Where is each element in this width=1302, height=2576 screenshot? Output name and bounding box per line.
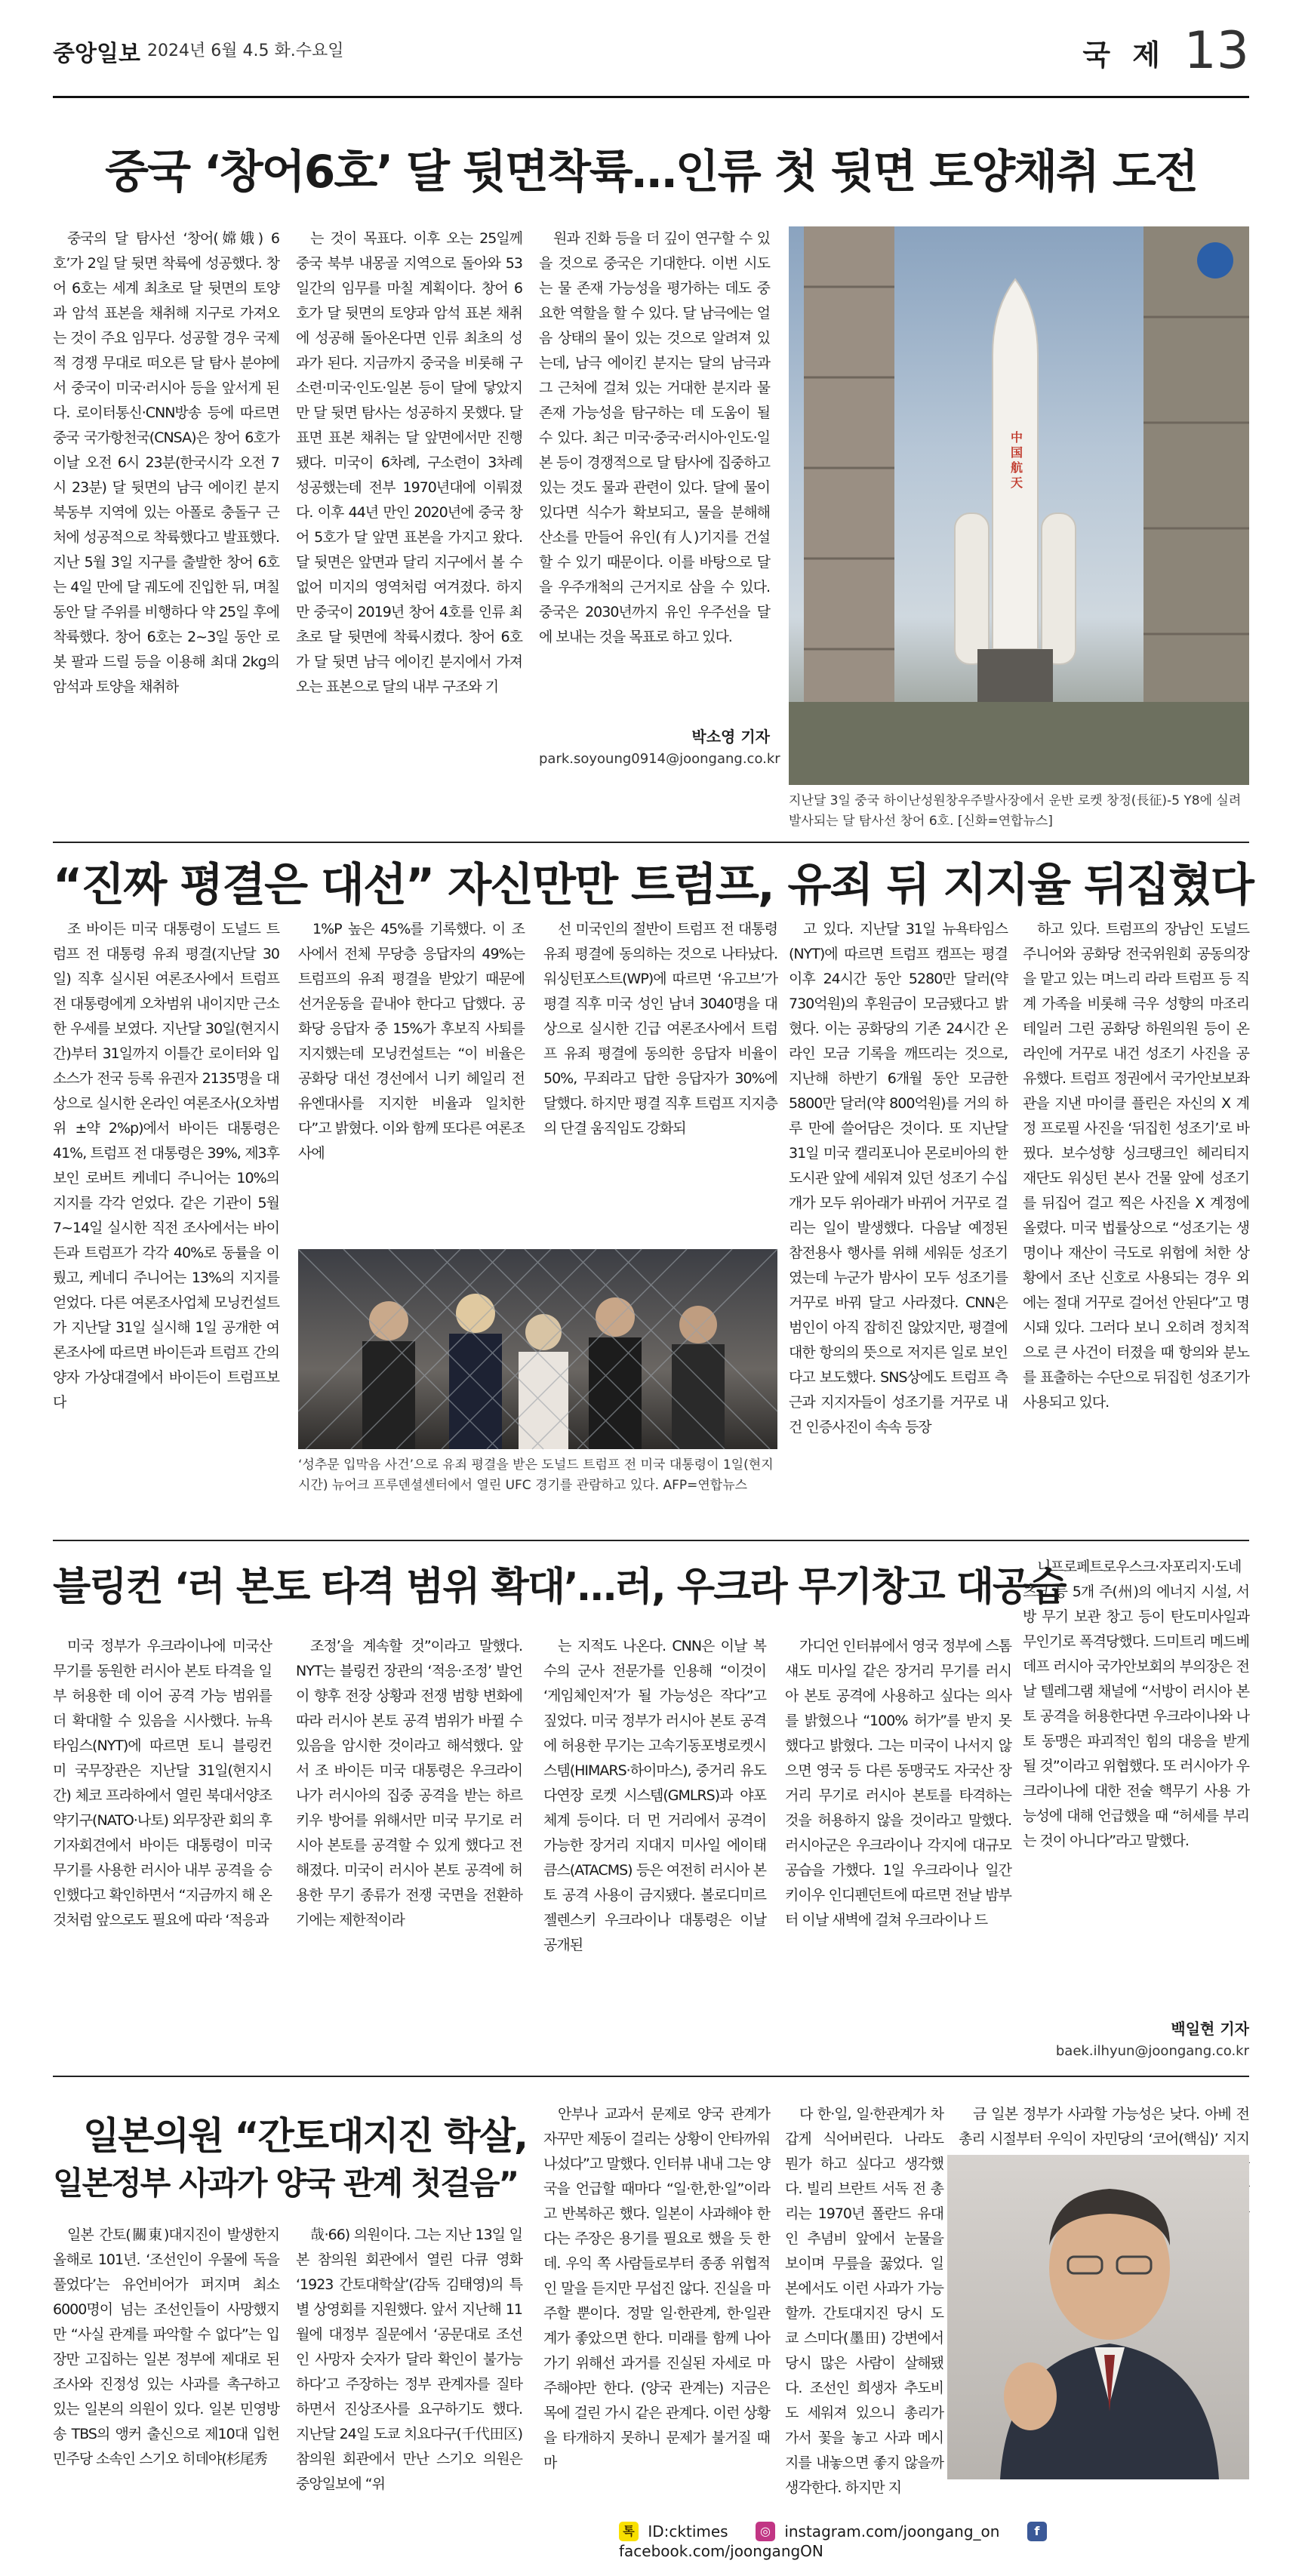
article4-col1-text: 일본 간토(關東)대지진이 발생한지 올해로 101년. ‘조선인이 우물에 독을 풀었다’는 유언비어가 퍼지며 최소 6000명이 넘는 조선인들이 사망했지만 “사실 관계를 파악할 수 없다”는 입장만 고집하는 일본 정부에 제대로 된 조사와 진정성 있는 사과를 촉구하고 있는 일본의 의원이 있다. 일본 민영방송 TBS의 앵커 출신으로 제10대 입헌민주당 소속인 스기오 히데야(杉尾秀: [53, 2227, 279, 2467]
article1-headline: 중국 ‘창어6호’ 달 뒷면착륙…인류 첫 뒷면 토양채취 도전: [105, 146, 1197, 199]
article2-col4-text: 고 있다. 지난달 31일 뉴욕타임스(NYT)에 따르면 트럼프 캠프는 평결 이후 24시간 동안 5280만 달러(약 730억원)의 후원금이 모금됐다고 밝혔다. 이는 공화당의 기존 24시간 온라인 모금 기록을 깨뜨리는 것으로, 지난해 하반기 6개월 동안 모금한 5800만 달러(약 800억원)를 거의 하루 만에 쓸어담은 것이다. 또 지난달 31일 미국 캘리포니아 몬로비아의 한 도시관 앞에 세워져 있던 성조기 수십 개가 모두 위아래가 바뀌어 거꾸로 걸리는 일이 발생했다. 다음날 예정된 참전용사 행사를 위해 세워둔 성조기였는데 누군가 밤사이 모두 성조기를 거꾸로 바꿔 달고 사라졌다. CNN은 범인이 아직 잡히진 않았지만, 평결에 대한 항의의 뜻으로 저지른 일로 보인다고 보도했다. SNS상에도 트럼프 측근과 지지자들이 성조기를 거꾸로 내건 인증사진이 속속 등장: [789, 921, 1008, 1436]
article4-col3: [543, 2102, 770, 2513]
article3-col5-text: 니프로페트로우스크·자포리지·도네츠크 등 5개 주(州)의 에너지 시설, 서방 무기 보관 창고 등이 탄도미사일과 무인기로 폭격당했다. 드미트리 메드베데프 러시아 국가안보회의 부의장은 전날 텔레그램 채널에 “서방이 러시아 본토 공격을 허용한다면 우크라이나와 나토 동맹은 파괴적인 힘의 대응을 받게 될 것”이라고 위협했다. 또 러시아가 우크라이나에 대한 전술 핵무기 사용 가능성에 대해 언급했을 때 “허세를 부리는 것이 아니다”라고 말했다.: [1023, 1559, 1249, 1849]
article2-col1: [53, 917, 279, 1532]
article3-col5: [1023, 1555, 1249, 2011]
article1-photo-caption: 지난달 3일 중국 하이난성원창우주발사장에서 운반 로켓 창정(長征)-5 Y8에 실려 발사되는 달 탐사선 창어 6호. [신화=연합뉴스]: [789, 793, 1242, 829]
article1-email: park.soyoung0914@joongang.co.kr: [539, 751, 780, 767]
politician-portrait: [947, 2155, 1249, 2479]
article3-col2-text: 조정’을 계속할 것”이라고 말했다. NYT는 블링컨 장관의 ‘적응·조정’ 발언이 향후 전장 상황과 전쟁 범향 변화에 따라 러시아 본토 공격 범위가 바뀔 수 있음을 암시한 것이라고 해석했다. 앞서 조 바이든 미국 대통령은 우크라이나가 러시아의 집중 공격을 받는 하르키우 방어를 위해서만 미국 무기로 러시아 본토를 공격할 수 있게 했다고 전해졌다. 미국이 러시아 본토 공격에 허용한 무기 종류가 전쟁 국면을 전환하기에는 제한적이라: [296, 1638, 522, 1928]
newspaper-logo: 중앙일보: [53, 41, 140, 67]
section-divider: [53, 1540, 1249, 1541]
facebook-link[interactable]: facebook.com/joongangON: [619, 2542, 823, 2560]
instagram-icon: ◎: [756, 2522, 775, 2541]
article1-col1-text: 중국의 달 탐사선 ‘창어(嫦娥) 6호’가 2일 달 뒷면 착륙에 성공했다. 창어 6호는 세계 최초로 달 뒷면의 토양과 암석 표본을 채취해 지구로 가져오는 것이 주요 임무다. 성공할 경우 국제적 경쟁 무대로 떠오른 달 탐사 분야에서 중국이 미국·러시아 등을 앞서게 된다. 로이터통신·CNN방송 등에 따르면 중국 국가항천국(CNSA)은 창어 6호가 이날 오전 6시 23분(한국시각 오전 7시 23분) 달 뒷면의 남극 에이킨 분지 북동부 지역에 있는 아폴로 충돌구 근처에 성공적으로 착륙했다고 발표했다. 지난 5월 3일 지구를 출발한 창어 6호는 4일 만에 달 궤도에 진입한 뒤, 며칠 동안 달 주위를 비행하다 약 25일 후에 착륙했다. 창어 6호는 2~3일 동안 로봇 팔과 드릴 등을 이용해 최대 2kg의 암석과 토양을 채취하: [53, 230, 279, 695]
article1-col2: [296, 226, 522, 785]
article3-col3-text: 는 지적도 나온다. CNN은 이날 복수의 군사 전문가를 인용해 “이것이 ‘게임체인저’가 될 가능성은 작다”고 짚었다. 미국 정부가 러시아 본토 공격에 허용한 무기는 고속기동포병로켓시스템(HIMARS·하이마스), 중거리 유도 다연장 로켓 시스템(GMLRS)과 야포 체계 등이다. 더 먼 거리에서 공격이 가능한 장거리 지대지 미사일 에이태큼스(ATACMS) 등은 여전히 러시아 본토 공격 사용이 금지됐다. 볼로디미르 젤렌스키 우크라이나 대통령은 이날 공개된: [543, 1638, 766, 1953]
article3-col2: [296, 1634, 522, 2072]
article3-byline: 백일현 기자: [1171, 2020, 1249, 2038]
crowd-illustration: [298, 1249, 777, 1449]
article3-headline: 블링컨 ‘러 본토 타격 범위 확대’…러, 우크라 무기창고 대공습: [53, 1565, 1066, 1610]
article2-col2-text: 1%P 높은 45%를 기록했다. 이 조사에서 전체 무당층 응답자의 49%는 트럼프의 유죄 평결을 받았기 때문에 선거운동을 끝내야 한다고 답했다. 공화당 응답자 중 15%가 후보직 사퇴를 지지했는데 모닝컨설트는 “이 비율은 공화당 대선 경선에서 니키 헤일리 전 유엔대사를 지지한 비율과 일치한다”고 밝혔다. 이와 함께 또다른 여론조사에: [298, 921, 525, 1162]
article2-col3: [543, 917, 777, 1242]
masthead: [53, 23, 1249, 98]
trump-ufc-photo: [298, 1249, 777, 1449]
article4-col4-text: 다 한·일, 일·한관계가 차갑게 식어버린다. 나라도 뭔가 하고 싶다고 생각했다. 빌리 브란트 서독 전 총리는 1970년 폴란드 유대인 추념비 앞에서 눈물을 보이며 무릎을 꿇었다. 일본에서도 이런 사과가 가능할까. 간토대지진 당시 도쿄 스미다(墨田) 강변에서 당시 많은 사람이 살해됐다. 조선인 희생자 추도비도 세워져 있으니 총리가 가서 꽃을 놓고 사과 메시지를 내놓으면 좋지 않을까 생각한다. 하지만 지: [785, 2106, 943, 2496]
article1-col2-text: 는 것이 목표다. 이후 오는 25일께 중국 북부 내몽골 지역으로 돌아와 53일간의 임무를 마칠 계획이다. 창어 6호가 달 뒷면의 토양과 암석 표본 채취에 성공해 돌아온다면 인류 최초의 성과가 된다. 지금까지 중국을 비롯해 구소련·미국·인도·일본 등이 달에 닿았지만 달 뒷면 탐사는 성공하지 못했다. 달 표면 표본 채취는 달 앞면에서만 진행됐다. 미국이 6차례, 구소련이 3차례 성공했는데 전부 1970년대에 이뤄졌다. 이후 44년 만인 2020년에 중국 창어 5호가 달 앞면 표본을 가지고 왔다. 달 뒷면은 앞면과 달리 지구에서 볼 수 없어 미지의 영역처럼 여겨졌다. 하지만 중국이 2019년 창어 4호를 인류 최초로 달 뒷면에 착륙시켰다. 창어 6호가 달 뒷면 남극 에이킨 분지에서 가져오는 표본으로 달의 내부 구조와 기: [296, 230, 522, 695]
article4-headline-line2: 일본정부 사과가 양국 관계 첫걸음”: [53, 2165, 519, 2202]
article1-col3-text: 원과 진화 등을 더 깊이 연구할 수 있을 것으로 중국은 기대한다. 이번 시도는 물 존재 가능성을 평가하는 데도 중요한 역할을 할 수 있다. 달 남극에는 얼음 상태의 물이 있는 것으로 알려져 있는데, 남극 에이킨 분지는 달의 남극과 그 근처에 걸쳐 있는 거대한 분지라 물 존재 가능성을 탐구하는 데 도움이 될 수 있다. 최근 미국·중국·러시아·인도·일본 등이 경쟁적으로 달 탐사에 집중하고 있는 것도 물과 관련이 있다. 달에 물이 있다면 식수가 확보되고, 물을 분해해 산소를 만들어 유인(有人)기지를 건설할 수 있기 때문이다. 이를 바탕으로 달을 우주개척의 근거지로 삼을 수 있다. 중국은 2030년까지 유인 우주선을 달에 보내는 것을 목표로 하고 있다.: [539, 230, 770, 645]
article3-col4: [785, 1634, 1011, 2072]
article2-col1-text: 조 바이든 미국 대통령이 도널드 트럼프 전 대통령 유죄 평결(지난달 30일) 직후 실시된 여론조사에서 트럼프 전 대통령에게 오차범위 내이지만 근소한 우세를 보였다. 지난달 30일(현지시간)부터 31일까지 이틀간 로이터와 입소스가 전국 등록 유권자 2135명을 대상으로 실시한 온라인 여론조사(오차범위 ±약 2%p)에서 바이든 대통령은 41%, 트럼프 전 대통령은 39%, 제3후보인 로버트 케네디 주니어는 10%의 지지를 각각 얻었다. 같은 기관이 5월 7~14일 실시한 직전 조사에서는 바이든과 트럼프가 각각 40%로 동률을 이뤘고, 케네디 주니어는 13%의 지지를 얻었다. 다른 여론조사업체 모닝컨설트가 지난달 31일 실시해 1일 공개한 여론조사에 따르면 바이든과 트럼프 간의 양자 가상대결에서 바이든이 트럼프보다: [53, 921, 279, 1411]
article1-byline: 박소영 기자: [691, 728, 770, 746]
publication-date: 2024년 6월 4.5 화.수요일: [147, 42, 344, 60]
article2-col3-text: 선 미국인의 절반이 트럼프 전 대통령 유죄 평결에 동의하는 것으로 나타났다. 워싱턴포스트(WP)에 따르면 ‘유고브’가 평결 직후 미국 성인 남녀 3040명을 대상으로 실시한 긴급 여론조사에서 트럼프 유죄 평결에 동의한 응답자 비율이 50%, 무죄라고 답한 응답자가 30%에 달했다. 하지만 평결 직후 트럼프 지지층의 단결 움직임도 강화되: [543, 921, 777, 1137]
page-number: 13: [1183, 21, 1249, 81]
article4-col4: [785, 2102, 943, 2513]
article1-col3: [539, 226, 770, 713]
article2-photo-caption: ‘성추문 입막음 사건’으로 유죄 평결을 받은 도널드 트럼프 전 미국 대통령이 1일(현지시간) 뉴어크 프루덴셜센터에서 열린 UFC 경기를 관람하고 있다. AFP=연합뉴스: [298, 1457, 774, 1493]
article4-col2: [296, 2223, 522, 2513]
article2-headline: “진짜 평결은 대선” 자신만만 트럼프, 유죄 뒤 지지율 뒤집혔다: [53, 859, 1253, 912]
article4-col3-text: 안부나 교과서 문제로 양국 관계가 자꾸만 제동이 걸리는 상황이 안타까워 나섰다”고 말했다. 인터뷰 내내 그는 양국을 언급할 때마다 “일·한,한·일”이라고 반복하곤 했다. 일본이 사과해야 한다는 주장은 용기를 필요로 했을 듯 한데. 우익 쪽 사람들로부터 종종 위협적인 말을 듣지만 무섭진 않다. 진실을 마주할 뿐이다. 정말 일·한관계, 한·일관계가 좋았으면 한다. 미래를 함께 나아가기 위해선 과거를 진실된 자세로 마주해야만 한다. (양국 관계는) 지금은 목에 걸린 가시 같은 관계다. 이런 상황을 타개하지 못하니 문제가 불거질 때마: [543, 2106, 770, 2471]
section-divider: [53, 842, 1249, 843]
facebook-icon: f: [1027, 2522, 1047, 2541]
article2-col5: [1023, 917, 1249, 1532]
kakaotalk-icon: 톡: [619, 2522, 639, 2541]
article2-col2: [298, 917, 525, 1242]
rocket-illustration: [789, 226, 1249, 785]
section-divider: [53, 2076, 1249, 2077]
article3-col4-text: 가디언 인터뷰에서 영국 정부에 스톰 섀도 미사일 같은 장거리 무기를 러시아 본토 공격에 사용하고 싶다는 의사를 밝혔으나 “100% 허가”를 받지 못했다고 밝혔다. 그는 미국이 나서지 않으면 영국 등 다른 동맹국도 자국산 장거리 무기로 러시아 본토를 타격하는 것을 허용하지 않을 것이라고 말했다. 러시아군은 우크라이나 각지에 대규모 공습을 가했다. 1일 우크라이나 일간 키이우 인디펜던트에 따르면 전날 밤부터 이날 새벽에 걸쳐 우크라이나 드: [785, 1638, 1011, 1928]
article3-email: baek.ilhyun@joongang.co.kr: [1055, 2043, 1249, 2059]
article2-col5-text: 하고 있다. 트럼프의 장남인 도널드 주니어와 공화당 전국위원회 공동의장을 맡고 있는 며느리 라라 트럼프 등 직계 가족을 비롯해 극우 성향의 마조리 테일러 그린 공화당 하원의원 등이 온라인에 거꾸로 내건 성조기 사진을 공유했다. 트럼프 정권에서 국가안보보좌관을 지낸 마이클 플린은 자신의 X 계정 프로필 사진을 ‘뒤집힌 성조기’로 바꿨다. 보수성향 싱크탱크인 헤리티지 재단도 워싱턴 본사 건물 앞에 성조기를 뒤집어 걸고 찍은 사진을 X 계정에 올렸다. 미국 법률상으로 “성조기는 생명이나 재산이 극도로 위험에 처한 상황에서 조난 신호로 사용되는 경우 외에는 절대 거꾸로 걸어선 안된다”고 명시돼 있다. 그러다 보니 오히려 정치적으로 큰 사건이 터졌을 때 항의와 분노를 표출하는 수단으로 뒤집힌 성조기가 사용되고 있다.: [1023, 921, 1249, 1411]
section-title: 국 제: [1082, 38, 1166, 72]
article4-col2-text: 哉·66) 의원이다. 그는 지난 13일 일본 참의원 회관에서 열린 다큐 영화 ‘1923 간토대학살’(감독 김태영)의 특별 상영회를 지원했다. 앞서 지난해 11월에 대정부 질문에서 ‘공문대로 조선인 사망자 숫자가 달라 확인이 불가능하다’고 주장하는 정부 관계자를 질타하면서 진상조사를 요구하기도 했다. 지난달 24일 도쿄 치요다구(千代田区) 참의원 회관에서 만난 스기오 의원은 중앙일보에 “위: [296, 2227, 522, 2492]
rocket-body-lettering: 中国航天: [1010, 430, 1023, 490]
article3-col3: [543, 1634, 766, 2072]
article1-col1: [53, 226, 279, 785]
article4-headline-line1: 일본의원 “간토대지진 학살,: [83, 2114, 527, 2158]
rocket-launch-photo: [789, 226, 1249, 785]
article4-col5-text: 금 일본 정부가 사과할 가능성은 낮다. 아베 전 총리 시절부터 우익이 자민당의 ‘코어(핵심)’ 지지: [959, 2106, 1249, 2147]
article4-col1: [53, 2223, 279, 2513]
article4-col5: [959, 2102, 1249, 2155]
kakao-id[interactable]: ID:cktimes: [648, 2522, 728, 2541]
social-footer: [619, 2521, 1249, 2559]
article3-col1: [53, 1634, 272, 2072]
portrait-illustration: [947, 2155, 1249, 2479]
article3-col1-text: 미국 정부가 우크라이나에 미국산 무기를 동원한 러시아 본토 타격을 일부 허용한 데 이어 공격 가능 범위를 더 확대할 수 있음을 시사했다. 뉴욕타임스(NYT)에 따르면 토니 블링컨 미 국무장관은 지난달 31일(현지시간) 체코 프라하에서 열린 북대서양조약기구(NATO·나토) 외무장관 회의 후 기자회견에서 바이든 대통령이 미국 무기를 사용한 러시아 내부 공격을 승인했다고 확인하면서 “지금까지 해 온 것처럼 앞으로도 필요에 따라 ‘적응과: [53, 1638, 272, 1928]
article2-col4: [789, 917, 1008, 1532]
instagram-link[interactable]: instagram.com/joongang_on: [784, 2522, 1000, 2541]
